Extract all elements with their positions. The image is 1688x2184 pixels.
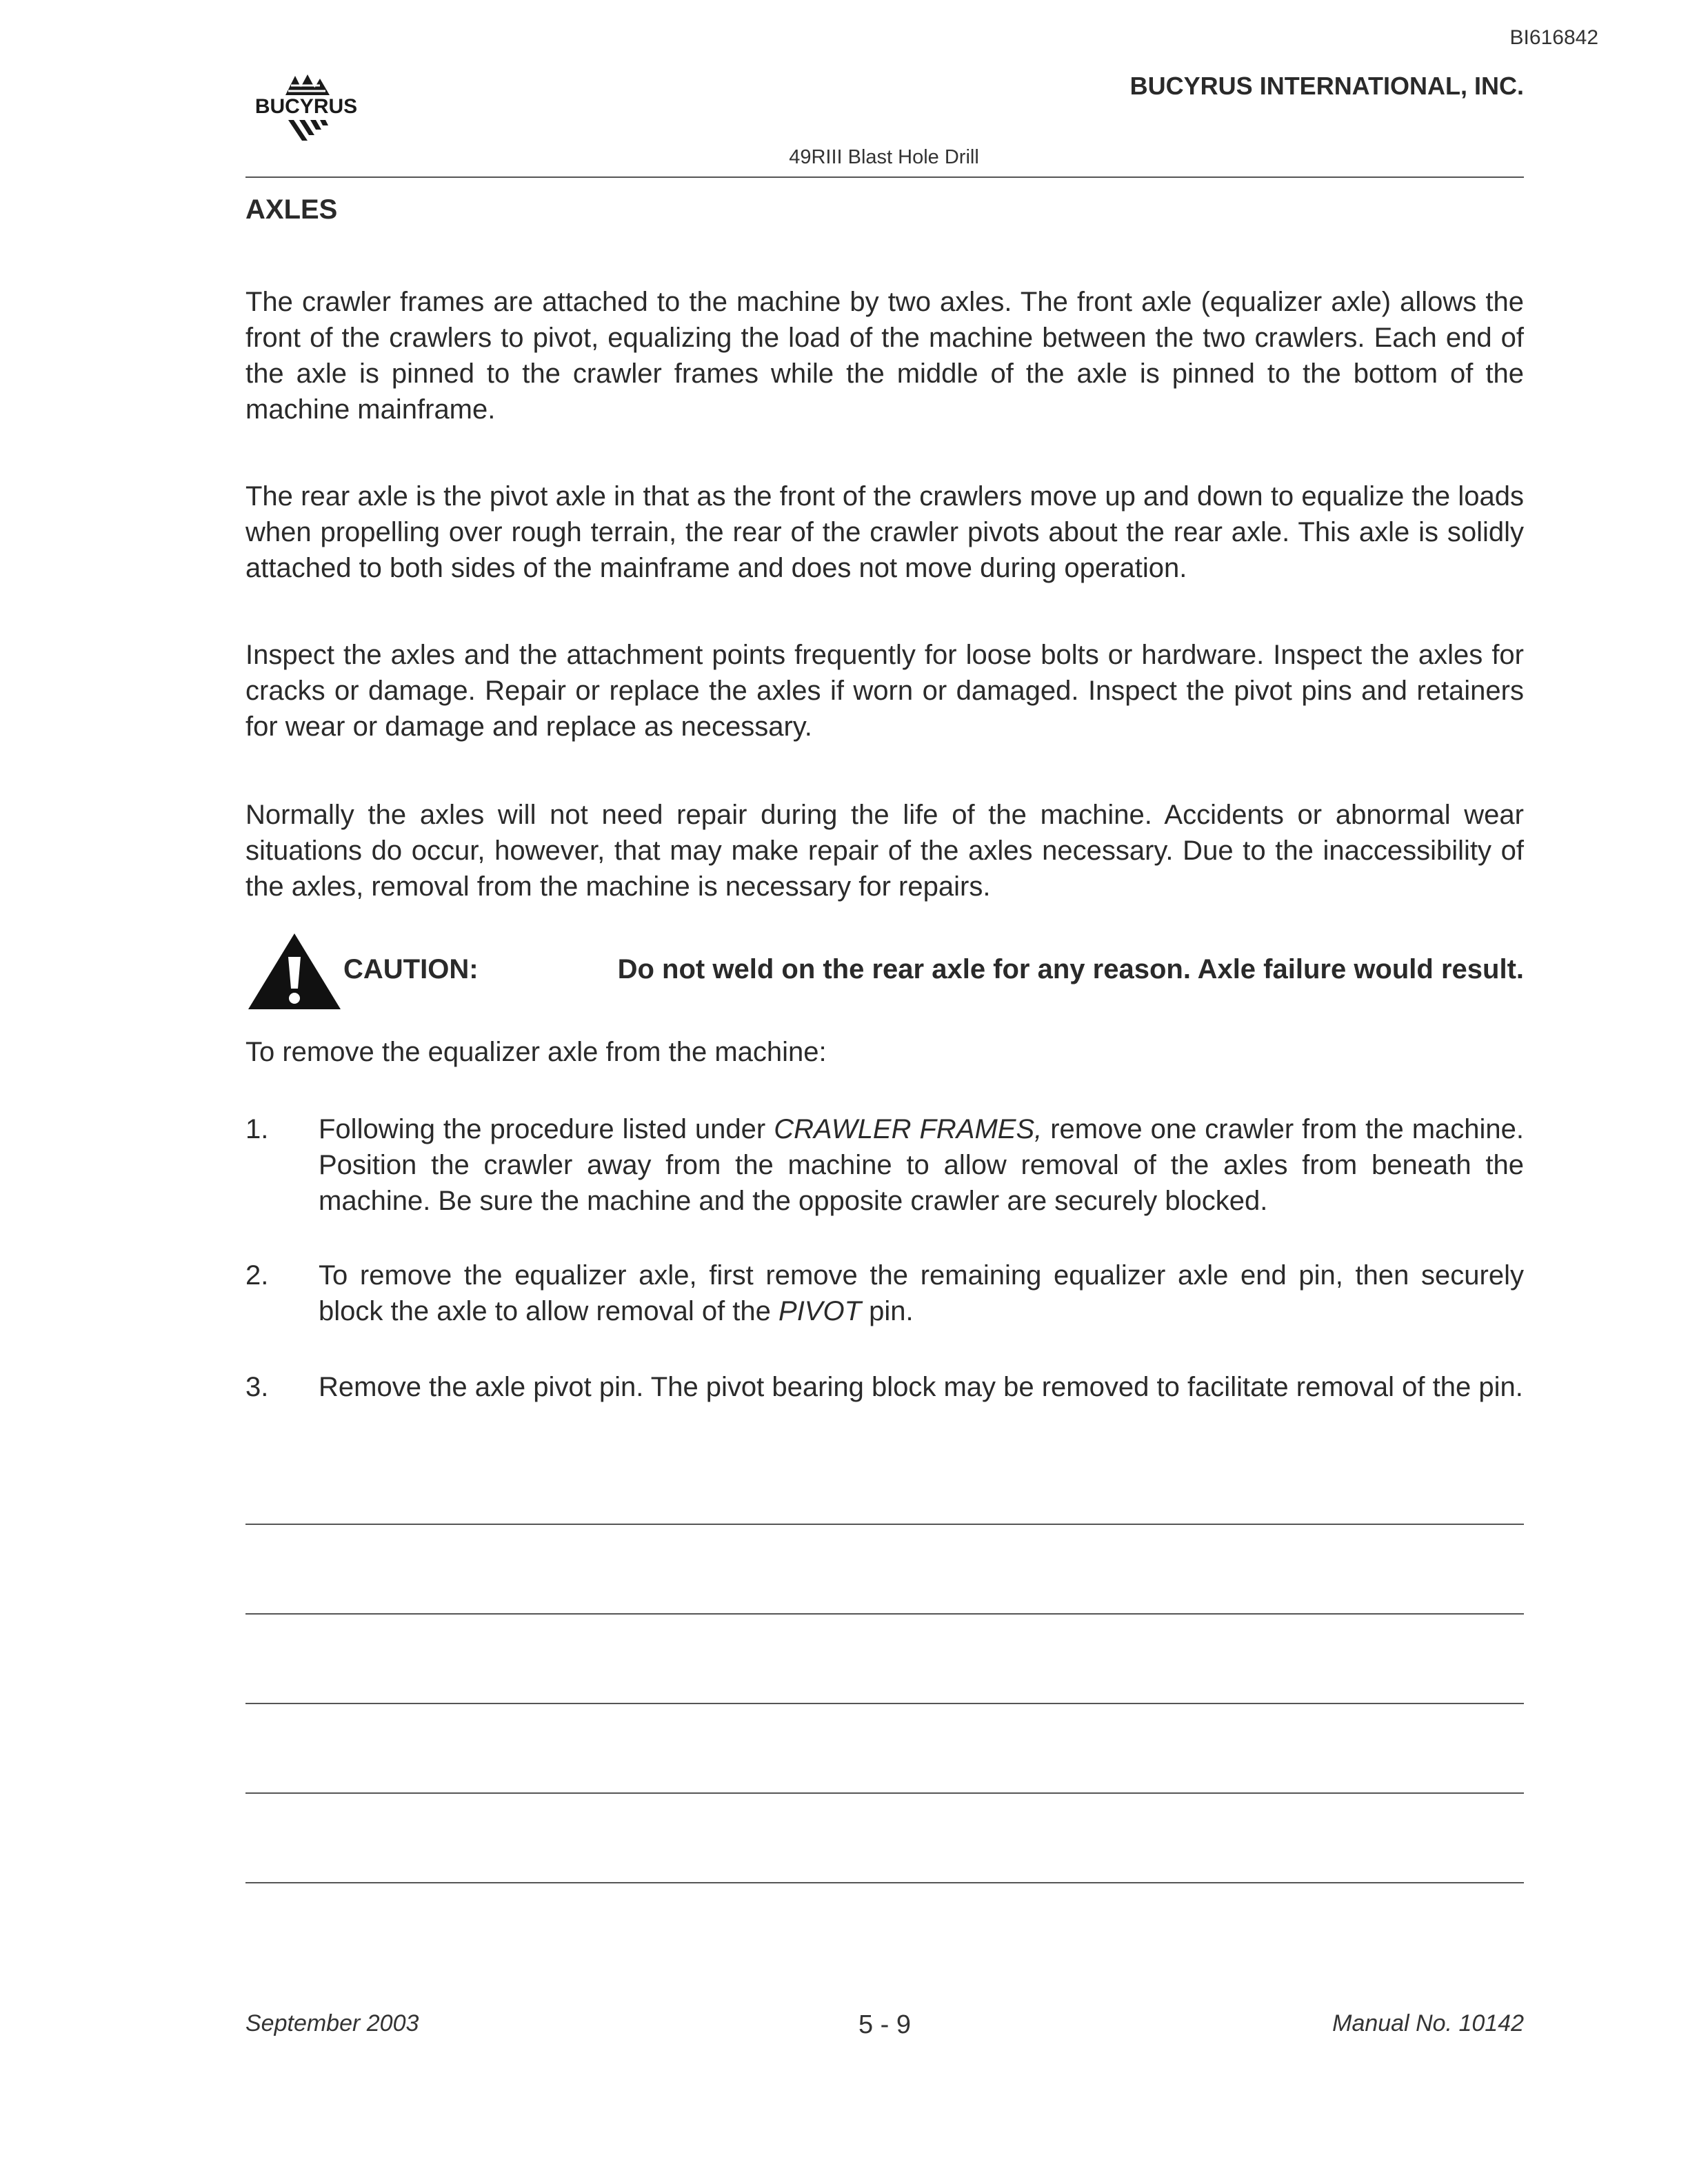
manual-number: Manual No. 10142 [1332,2010,1524,2036]
paragraph-4: Normally the axles will not need repair during the life of the machine. Accidents or abnormal wear situations do occur, however, that may make repair of the axles necessary. Due to the inaccessibility of the axles, removal from the machine is necessary for repairs. [245,800,1524,902]
note-line [245,1703,1524,1704]
paragraph-2: The rear axle is the pivot axle in that as the front of the crawlers move up and down to equalize the loads when propelling over rough terrain, the rear of the crawler pivots about the rear axle. This axle is solidly attached to both sides of the mainframe and does not move during operation. [245,481,1524,583]
section-title: AXLES [245,194,338,225]
step-number: 1. [245,1114,269,1144]
warning-icon [245,931,343,1012]
footer-date: September 2003 [245,2010,419,2036]
procedure-intro: To remove the equalizer axle from the machine: [245,1037,827,1067]
document-title: 49RIII Blast Hole Drill [789,146,979,168]
step-text: To remove the equalizer axle, first remove the remaining equalizer axle end pin, then securely block the axle to allow removal of the PIVOT pin. [319,1260,1524,1326]
caution-label: CAUTION: [343,954,479,984]
header-divider [245,176,1524,178]
note-line [245,1613,1524,1615]
caution-text: Do not weld on the rear axle for any reason. Axle failure would result. [617,954,1524,984]
note-line [245,1792,1524,1794]
step-number: 3. [245,1372,269,1402]
step-number: 2. [245,1260,269,1291]
note-line [245,1882,1524,1883]
note-line [245,1524,1524,1525]
page-number: 5 - 9 [858,2010,912,2039]
company-name: BUCYRUS INTERNATIONAL, INC. [1129,72,1524,100]
paragraph-1: The crawler frames are attached to the machine by two axles. The front axle (equalizer axle) allows the front of the crawlers to pivot, equalizing the load of the machine between the two crawlers. Each end of the axle is pinned to the crawler frames while the middle of the axle is pinned to the bottom of the machine mainframe. [245,287,1524,425]
logo-wordmark: BUCYRUS [254,95,358,118]
step-text: Remove the axle pivot pin. The pivot bearing block may be removed to facilitate removal of the pin. [319,1372,1523,1402]
paragraph-3: Inspect the axles and the attachment points frequently for loose bolts or hardware. Inspect the axles for cracks or damage. Repair or replace the axles if worn or damaged. Inspect the pivot pins and retainers for wear or damage and replace as necessary. [245,640,1524,742]
document-id: BI616842 [1509,26,1598,49]
step-text: Following the procedure listed under CRAWLER FRAMES, remove one crawler from the machine. Position the crawler away from the machine to allow removal of the axles from beneath the machine. Be sure the machine and the opposite crawler are securely blocked. [319,1114,1524,1216]
bucyrus-logo [245,72,367,148]
